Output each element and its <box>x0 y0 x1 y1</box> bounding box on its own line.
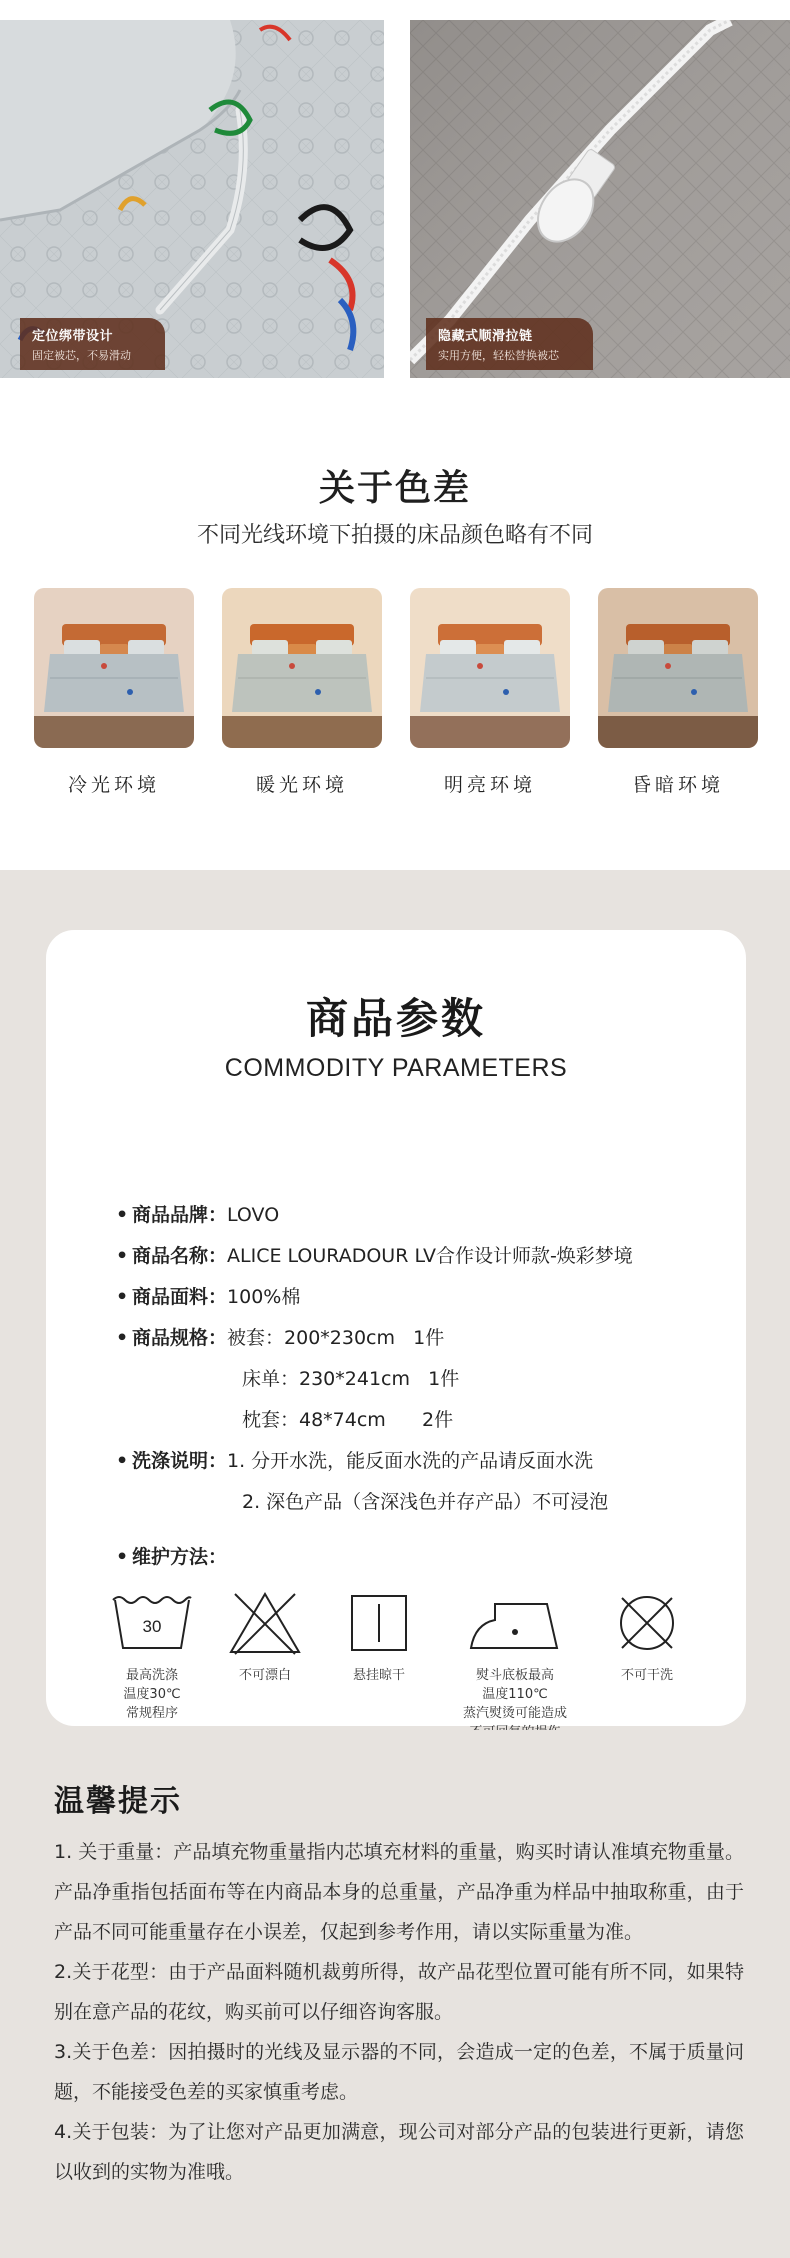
environment-label: 暖光环境 <box>255 774 348 796</box>
param-fabric <box>116 1282 300 1309</box>
tips-body <box>54 1832 744 2192</box>
param-spec-sheet <box>242 1364 459 1391</box>
care-label <box>220 1666 310 1685</box>
bed-photo <box>34 588 194 748</box>
param-value: 2. 深色产品（含深浅色并存产品）不可浸泡 <box>242 1491 609 1513</box>
care-label-line: 不可干洗 <box>620 1668 673 1683</box>
param-value: 100%棉 <box>227 1286 301 1308</box>
tips-section <box>0 1730 790 2258</box>
care-hang-dry <box>334 1590 424 1685</box>
bed-photo <box>410 588 570 748</box>
caption-subtitle: 固定被芯，不易滑动 <box>32 349 131 362</box>
environment-warm <box>222 588 382 797</box>
care-label-line: 常规程序 <box>125 1706 178 1721</box>
lighting-environments <box>34 588 758 808</box>
param-key: 商品品牌： <box>132 1204 228 1226</box>
bullet-icon: • <box>116 1204 129 1226</box>
bed-photo <box>598 588 758 748</box>
parameters-subtitle: COMMODITY PARAMETERS <box>224 1054 568 1082</box>
bullet-icon: • <box>116 1245 129 1267</box>
param-care <box>116 1542 227 1569</box>
section-title: 关于色差 <box>318 468 471 509</box>
caption-subtitle: 实用方便，轻松替换被芯 <box>438 349 559 362</box>
care-wash <box>102 1590 202 1723</box>
bed-icon <box>222 588 382 748</box>
caption-title: 定位绑带设计 <box>32 329 114 344</box>
care-label-line: 熨斗底板最高 <box>475 1668 554 1683</box>
wash-30-icon <box>109 1590 195 1656</box>
param-key: 商品名称： <box>132 1245 228 1267</box>
bullet-icon: • <box>116 1286 129 1308</box>
tips-title: 温馨提示 <box>54 1784 182 1819</box>
care-label-line: 最高洗涤 <box>125 1668 178 1683</box>
detail-caption-2 <box>426 318 593 370</box>
param-key: 洗涤说明： <box>132 1450 228 1472</box>
environment-label: 明亮环境 <box>443 774 536 796</box>
environment-label: 冷光环境 <box>67 774 160 796</box>
care-label <box>602 1666 692 1685</box>
param-name <box>116 1241 633 1268</box>
zipper-photo <box>410 20 790 378</box>
param-value: 枕套：48*74cm 2件 <box>242 1409 454 1431</box>
parameters-card <box>46 930 746 1726</box>
param-key: 商品规格： <box>132 1327 228 1349</box>
param-brand <box>116 1200 279 1227</box>
bullet-icon: • <box>116 1450 129 1472</box>
section-subtitle: 不同光线环境下拍摄的床品颜色略有不同 <box>196 523 593 548</box>
detail-images-row <box>0 0 790 380</box>
tie-strap-photo <box>0 20 384 378</box>
no-bleach-icon <box>227 1590 303 1656</box>
care-iron <box>450 1590 580 1742</box>
care-label <box>334 1666 424 1685</box>
param-washing-2 <box>242 1487 608 1514</box>
care-label-line: 不可漂白 <box>238 1668 291 1683</box>
caption-title: 隐藏式顺滑拉链 <box>438 329 533 344</box>
param-key: 维护方法： <box>132 1546 228 1568</box>
environment-label: 昏暗环境 <box>631 774 724 796</box>
parameters-section <box>0 870 790 1730</box>
color-difference-section <box>0 380 790 870</box>
bullet-icon: • <box>116 1546 129 1568</box>
care-no-bleach <box>220 1590 310 1685</box>
param-key: 商品面料： <box>132 1286 228 1308</box>
tip-paragraph: 1. 关于重量：产品填充物重量指内芯填充材料的重量，购买时请认准填充物重量。产品净重指包括面布等在内商品本身的总重量，产品净重为样品中抽取称重，由于产品不同可能重量存在小误差，仅起到参考作用，请以实际重量为准。 <box>54 1841 744 1943</box>
param-value: 床单：230*241cm 1件 <box>242 1368 460 1390</box>
param-value: 1. 分开水洗，能反面水洗的产品请反面水洗 <box>227 1450 594 1472</box>
parameters-title: 商品参数 <box>305 994 486 1043</box>
detail-caption-1 <box>20 318 165 370</box>
tip-paragraph: 3.关于色差：因拍摄时的光线及显示器的不同，会造成一定的色差，不属于质量问题，不能接受色差的买家慎重考虑。 <box>54 2041 744 2103</box>
hang-dry-icon <box>346 1590 412 1656</box>
care-label-line: 温度110℃ <box>482 1687 548 1702</box>
environment-bright <box>410 588 570 797</box>
param-spec <box>116 1323 444 1350</box>
care-label-line: 悬挂晾干 <box>352 1668 405 1683</box>
param-value: ALICE LOURADOUR LV合作设计师款-焕彩梦境 <box>227 1245 633 1267</box>
param-spec-pillowcase <box>242 1405 453 1432</box>
bed-photo <box>222 588 382 748</box>
wash-temp: 30 <box>142 1617 162 1636</box>
param-value: LOVO <box>227 1204 280 1226</box>
no-dry-clean-icon <box>614 1590 680 1656</box>
bed-icon <box>410 588 570 748</box>
param-washing <box>116 1446 593 1473</box>
environment-cold <box>34 588 194 797</box>
iron-110-icon <box>465 1590 565 1656</box>
tip-paragraph: 4.关于包装：为了让您对产品更加满意，现公司对部分产品的包装进行更新，请您以收到的实物为准哦。 <box>54 2121 744 2183</box>
tip-paragraph: 2.关于花型：由于产品面料随机裁剪所得，故产品花型位置可能有所不同，如果特别在意产品的花纹，购买前可以仔细咨询客服。 <box>54 1961 744 2023</box>
environment-dim <box>598 588 758 797</box>
bed-icon <box>598 588 758 748</box>
bed-icon <box>34 588 194 748</box>
bullet-icon: • <box>116 1327 129 1349</box>
care-label-line: 温度30℃ <box>123 1687 181 1702</box>
care-label <box>102 1666 202 1723</box>
care-label-line: 蒸汽熨烫可能造成 <box>462 1706 567 1721</box>
care-no-dry-clean <box>602 1590 692 1685</box>
param-value: 被套：200*230cm 1件 <box>227 1327 445 1349</box>
